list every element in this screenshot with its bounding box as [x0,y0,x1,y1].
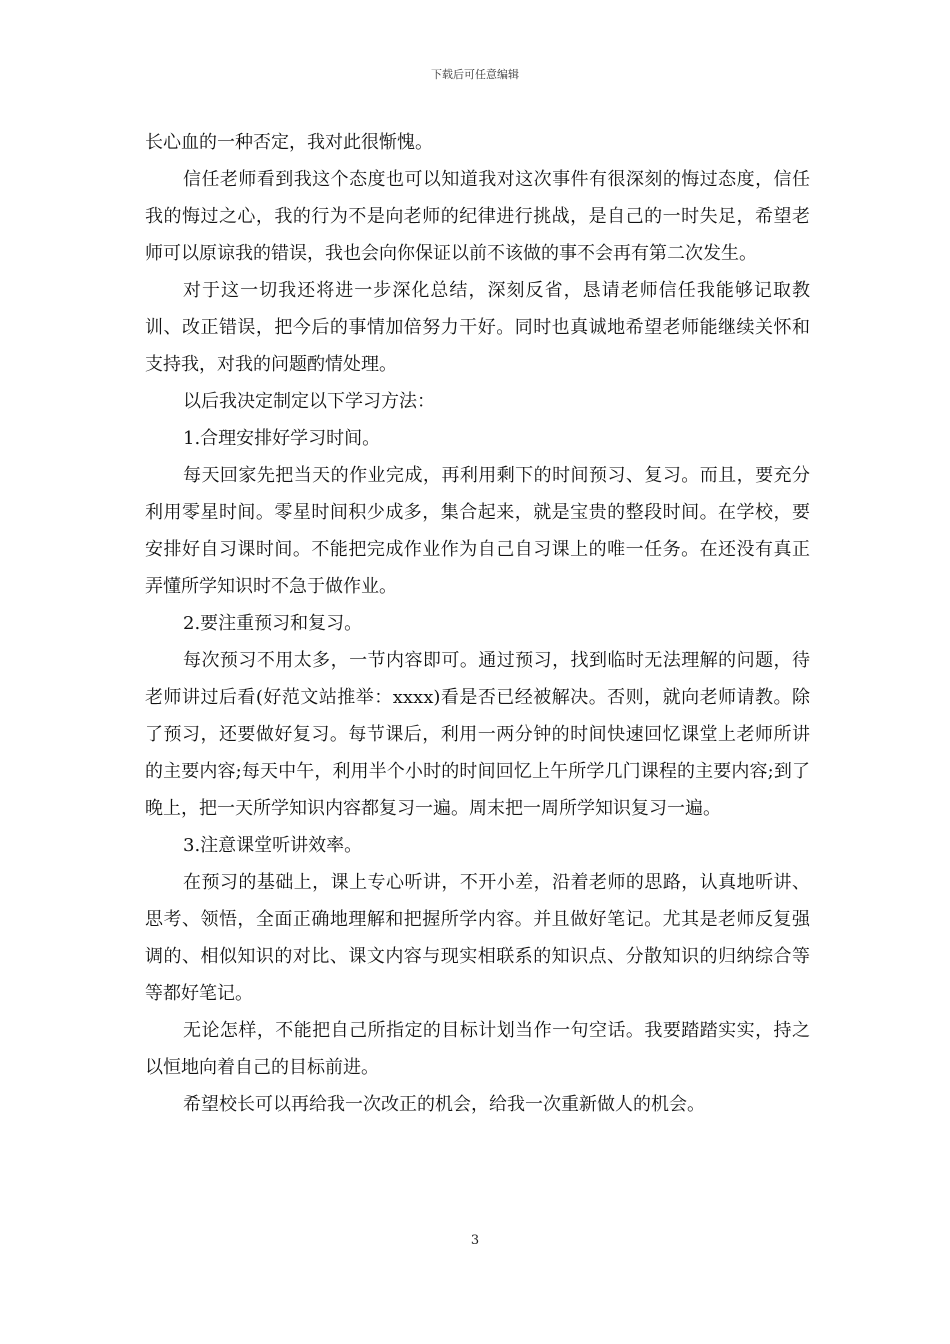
paragraph: 对于这一切我还将进一步深化总结，深刻反省，恳请老师信任我能够记取教训、改正错误，把今后的事情加倍努力干好。同时也真诚地希望老师能继续关怀和支持我，对我的问题酌情处理。 [145,280,810,375]
paragraph: 在预习的基础上，课上专心听讲，不开小差，沿着老师的思路，认真地听讲、思考、领悟，全面正确地理解和把握所学内容。并且做好笔记。尤其是老师反复强调的、相似知识的对比、课文内容与现实相联系的知识点、分散知识的归纳综合等等都好笔记。 [145,872,810,1004]
document-body [145,124,810,1123]
paragraph: 长心血的一种否定，我对此很惭愧。 [145,132,433,153]
page-header: 下载后可任意编辑 [431,68,519,81]
paragraph: 无论怎样，不能把自己所指定的目标计划当作一句空话。我要踏踏实实，持之以恒地向着自己的目标前进。 [145,1020,810,1078]
paragraph: 每次预习不用太多，一节内容即可。通过预习，找到临时无法理解的问题，待老师讲过后看(好范文站推举：xxxx)看是否已经被解决。否则，就向老师请教。除了预习，还要做好复习。每节课后，利用一两分钟的时间快速回忆课堂上老师所讲的主要内容;每天中午，利用半个小时的时间回忆上午所学几门课程的主要内容;到了晚上，把一天所学知识内容都复习一遍。周末把一周所学知识复习一遍。 [145,650,811,819]
paragraph: 每天回家先把当天的作业完成，再利用剩下的时间预习、复习。而且，要充分利用零星时间。零星时间积少成多，集合起来，就是宝贵的整段时间。在学校，要安排好自习课时间。不能把完成作业作为自己自习课上的唯一任务。在还没有真正弄懂所学知识时不急于做作业。 [145,465,810,597]
page-number: 3 [470,1233,480,1248]
section-heading: 2.要注重预习和复习。 [183,613,363,634]
section-heading: 1.合理安排好学习时间。 [183,428,381,449]
paragraph: 以后我决定制定以下学习方法： [183,391,435,412]
section-heading: 3.注意课堂听讲效率。 [183,835,363,856]
paragraph: 信任老师看到我这个态度也可以知道我对这次事件有很深刻的悔过态度，信任我的悔过之心，我的行为不是向老师的纪律进行挑战，是自己的一时失足，希望老师可以原谅我的错误，我也会向你保证以前不该做的事不会再有第二次发生。 [145,169,810,264]
paragraph: 希望校长可以再给我一次改正的机会，给我一次重新做人的机会。 [183,1094,705,1115]
